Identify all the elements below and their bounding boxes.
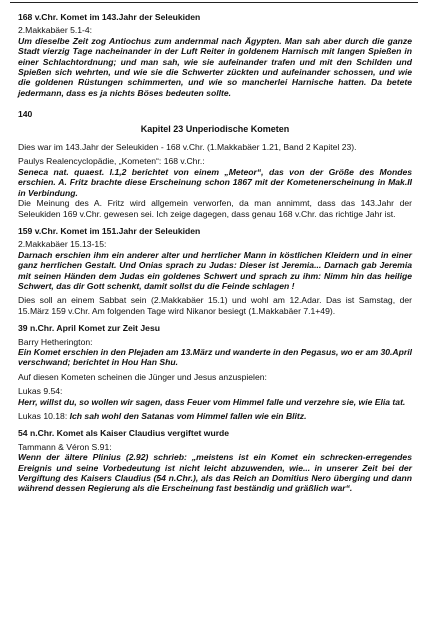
reference-2makk-15: 2.Makkabäer 15.13-15: bbox=[18, 239, 107, 250]
reference-lukas-10: Lukas 10.18: bbox=[18, 411, 68, 421]
paragraph-sabbat: Dies soll an einem Sabbat sein (2.Makkabäer 15.1) und wohl am 12.Adar. Das ist Samstag, der 15.März 159 v.Chr. Am folgenden Tage wird Nikanor besiegt (1.Makkabäer 7.1+49). bbox=[18, 295, 412, 316]
quote-seneca: Seneca nat. quaest. I.1,2 berichtet von einem „Meteor“, das von der Größe des Mondes erschien. A. Fritz brachte diese Erscheinung schon 1867 mit der Kometenerscheinung in Mak.II in Verbindung. bbox=[18, 166, 412, 198]
quote-2makk-5: Um dieselbe Zeit zog Antiochus zum andernmal nach Ägypten. Man sah aber durch die ganze Stadt vierzig Tage nacheinander in der Luft Reiter in goldenem Harnisch mit langen Spießen in einer Schlachtordnung; und man sah, wie sie aufeinander trafen und mit den Schilden und Spießen sich wehrten, und wie sie die Schwerter zückten und aufeinander schossen, und wie die goldenen Rüstungen schimmerten, und wie so mancherlei Harnische hatten. Da betete jedermann, dass es ja nichts Böses bedeuten sollte. bbox=[18, 35, 412, 98]
paragraph-juenger: Auf diesen Kometen scheinen die Jünger und Jesus anzuspielen: bbox=[18, 371, 267, 382]
top-rule bbox=[10, 2, 418, 3]
section-heading-159bc: 159 v.Chr. Komet im 151.Jahr der Seleukiden bbox=[18, 225, 201, 236]
quote-lukas-9: Herr, willst du, so wollen wir sagen, dass Feuer vom Himmel falle und verzehre sie, wie Elia tat. bbox=[18, 396, 406, 407]
lukas-10-line bbox=[18, 411, 412, 421]
intro-paragraph: Dies war im 143.Jahr der Seleukiden - 168 v.Chr. (1.Makkabäer 1.21, Band 2 Kapitel 23). bbox=[18, 142, 357, 153]
section-heading-39ad: 39 n.Chr. April Komet zur Zeit Jesu bbox=[18, 323, 160, 334]
reference-tammann-veron: Tammann & Véron S.91: bbox=[18, 441, 112, 452]
reference-pauly: Paulys Realencyclopädie, „Kometen“: 168 v.Chr.: bbox=[18, 156, 205, 167]
reference-2makk-5: 2.Makkabäer 5.1-4: bbox=[18, 25, 93, 36]
quote-2makk-15: Darnach erschien ihm ein anderer alter und herrlicher Mann in köstlichen Kleidern und in einer ganz herrlichen Gestalt. Und Onias sprach zu Judas: Dieser ist Jeremia... Darnach gab Jeremia mit seinen Händen dem Judas ein goldenes Schwert und sprach zu ihm: Nimm hin das heilige Schwert, das dir Gott schenkt, damit sollst du die Feinde schlagen ! bbox=[18, 249, 412, 291]
reference-lukas-9: Lukas 9.54: bbox=[18, 386, 63, 397]
page-number: 140 bbox=[18, 109, 33, 120]
section-heading-168bc: 168 v.Chr. Komet im 143.Jahr der Seleukiden bbox=[18, 12, 201, 22]
section-heading-54ad: 54 n.Chr. Komet als Kaiser Claudius vergiftet wurde bbox=[18, 428, 230, 439]
page-content bbox=[18, 12, 412, 494]
quote-plinius: Wenn der ältere Plinius (2.92) schrieb: „meistens ist ein Komet ein schrecken-erregendes Ereignis und seine Vorbedeutung ist nicht leicht abzuwenden, wie... in unserer Zeit bei der Vergiftung des Kaisers Claudius (54 n.Chr.), als das Reich an Domitius Nero überging und dann während dessen Regierung als die Erscheinung fast beständig und gräßlich war“. bbox=[18, 452, 412, 494]
quote-hetherington: Ein Komet erschien in den Plejaden am 13.März und wanderte in den Pegasus, wo er am 30.April verschwand; berichtet in Hou Han Shu. bbox=[18, 346, 412, 368]
chapter-title: Kapitel 23 Unperiodische Kometen bbox=[140, 123, 290, 134]
reference-hetherington: Barry Hetherington: bbox=[18, 336, 93, 347]
paragraph-fritz-opinion: Die Meinung des A. Fritz wird allgemein verworfen, da man annimmt, dass das 143.Jahr der Seleukiden 169 v.Chr. gewesen sei. Ich zeige dagegen, dass genau 168 v.Chr. das richtige Jahr ist. bbox=[18, 198, 412, 219]
quote-lukas-10: Ich sah wohl den Satanas vom Himmel fallen wie ein Blitz. bbox=[69, 411, 307, 421]
